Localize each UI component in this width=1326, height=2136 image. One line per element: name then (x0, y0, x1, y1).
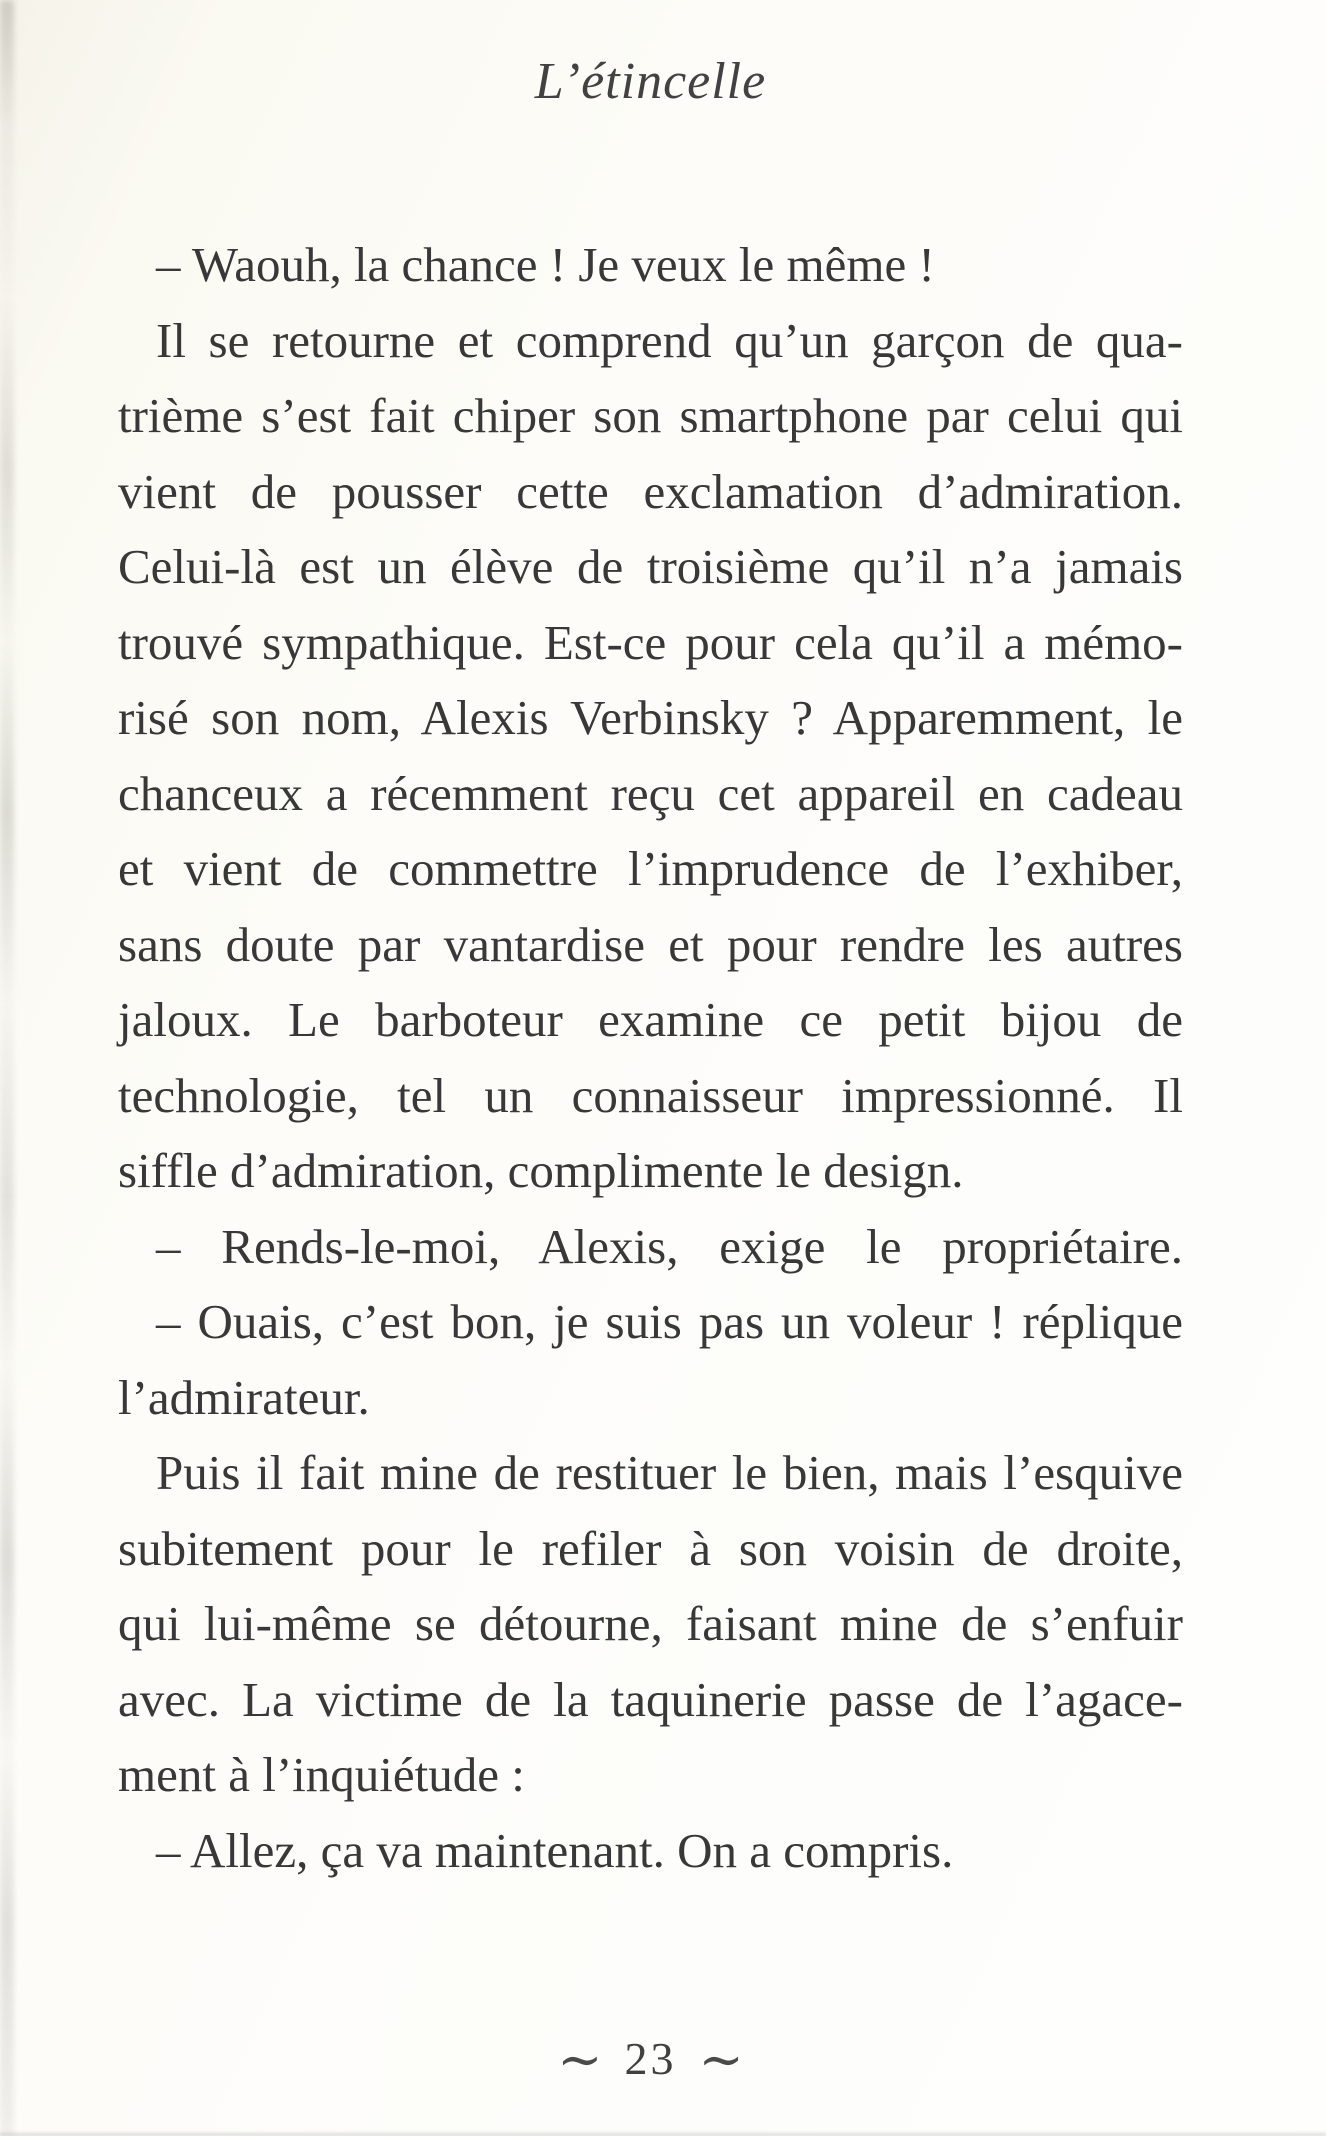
text-line: et vient de commettre l’imprudence de l’exhiber, (118, 841, 1183, 896)
text-line: Il se retourne et comprend qu’un garçon de qua- (156, 312, 1183, 368)
text-line: chanceux a récemment reçu cet appareil en cadeau (118, 765, 1183, 821)
scan-edge-shadow-left (0, 0, 14, 2136)
text-line: jaloux. Le barboteur examine ce petit bijou de (118, 992, 1183, 1047)
text-line: trième s’est fait chiper son smartphone par celui qui (118, 388, 1183, 443)
text-line: – Ouais, c’est bon, je suis pas un voleur ! réplique (156, 1294, 1183, 1349)
text-line: Celui-là est un élève de troisième qu’il n’a jamais (118, 539, 1183, 594)
text-line: sans doute par vantardise et pour rendre les autres (118, 916, 1183, 972)
text-line: – Rends-le-moi, Alexis, exige le propriétaire. (156, 1218, 1183, 1274)
text-line: risé son nom, Alexis Verbinsky ? Apparemment, le (118, 690, 1183, 745)
scan-edge-shadow-bottom (0, 2131, 1326, 2136)
text-line: subitement pour le refiler à son voisin de droite, (118, 1520, 1183, 1576)
text-line: qui lui-même se détourne, faisant mine de s’enfuir (118, 1596, 1183, 1651)
page-number: 23 (624, 2033, 677, 2084)
running-head-title: L’étincelle (534, 53, 767, 110)
text-line: l’admirateur. (118, 1369, 370, 1425)
text-line: – Waouh, la chance ! Je veux le même ! (156, 237, 935, 292)
text-line: ment à l’inquiétude : (118, 1747, 525, 1802)
text-line: trouvé sympathique. Est-ce pour cela qu’il a mémo- (118, 614, 1183, 670)
footer-ornament-left: ∼ (557, 2030, 603, 2090)
page-footer (118, 2030, 1183, 2090)
footer-ornament-right: ∼ (698, 2030, 744, 2090)
text-line: vient de pousser cette exclamation d’admiration. (118, 463, 1183, 519)
text-line: technologie, tel un connaisseur impressionné. Il (118, 1067, 1183, 1123)
page-body-text (118, 227, 1183, 1888)
text-line: avec. La victime de la taquinerie passe de l’agace- (118, 1671, 1183, 1727)
text-line: siffle d’admiration, complimente le design. (118, 1143, 964, 1198)
text-line: Puis il fait mine de restituer le bien, mais l’esquive (156, 1445, 1183, 1500)
text-line: – Allez, ça va maintenant. On a compris. (156, 1822, 954, 1878)
